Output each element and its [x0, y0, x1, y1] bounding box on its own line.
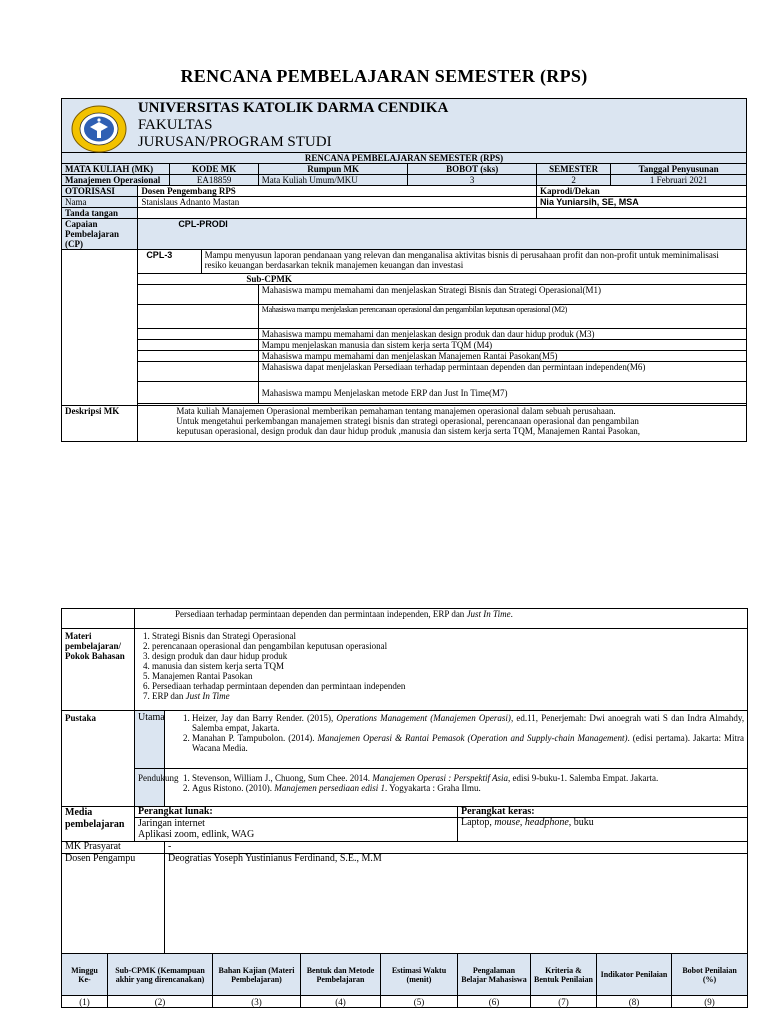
- col-subcpmk: Sub-CPMK (Kemampuan akhir yang direncanakan): [108, 954, 213, 996]
- col-bahan: Bahan Kajian (Materi Pembelajaran): [213, 954, 301, 996]
- col-rumpun: Rumpun MK: [258, 164, 408, 175]
- deskripsi-line: Untuk mengetahui perkembangan manajemen strategi bisnis dan strategi operasional, perencanaan operasional dan pengambilan: [176, 416, 639, 426]
- materi-item: 5. Manajemen Rantai Pasokan: [152, 671, 744, 681]
- materi-list: [135, 629, 748, 711]
- col-num: (6): [458, 996, 531, 1008]
- pustaka-item: 2. Manahan P. Tampubolon. (2014). Manajemen Operasi & Rantai Pemasok (Operation and Supply-chain Management). (edisi pertama). Jakarta: Mitra Wacana Media.: [192, 733, 744, 753]
- lunak-label: Perangkat lunak:: [135, 807, 458, 818]
- media-label: Media pembelajaran: [62, 807, 135, 842]
- dosen-label: Dosen Pengembang RPS: [138, 186, 537, 197]
- materi-label: Materi pembelajaran/ Pokok Bahasan: [62, 629, 135, 711]
- col-semester: SEMESTER: [536, 164, 610, 175]
- cp-left-blank: [62, 250, 138, 406]
- subcpmk-item: Mahasiswa mampu memahami dan menjelaskan Strategi Bisnis dan Strategi Operasional(M1): [258, 285, 746, 305]
- lunak-item: Aplikasi zoom, edlink, WAG: [138, 829, 255, 840]
- dosen-signature: [138, 208, 537, 219]
- prasyarat-label: MK Prasyarat: [62, 842, 165, 854]
- subcpmk-item: Mampu menjelaskan manusia dan sistem kerja serta TQM (M4): [258, 340, 746, 351]
- col-tanggal: Tanggal Penyusunan: [611, 164, 747, 175]
- keras-label: Perangkat keras:: [458, 807, 748, 818]
- deskripsi-line: Mata kuliah Manajemen Operasional memberikan pemahaman tentang manajemen operasional dalam sebuah perusahaan.: [176, 406, 616, 416]
- materi-item: 4. manusia dan sistem kerja serta TQM: [152, 661, 744, 671]
- pengampu-value: Deogratias Yoseph Yustinianus Ferdinand, S.E., M.M: [165, 854, 748, 954]
- col-pengalaman: Pengalaman Belajar Mahasiswa: [458, 954, 531, 996]
- rumpun-value: Mata Kuliah Umum/MKU: [258, 175, 408, 186]
- prasyarat-value: -: [165, 842, 748, 854]
- tanggal-value: 1 Februari 2021: [611, 175, 747, 186]
- deskripsi-line: keputusan operasional, design produk dan daur hidup produk ,manusia dan sistem kerja serta TQM, Manajemen Rantai Pasokan,: [176, 426, 641, 436]
- utama-label: Utama: [135, 711, 165, 769]
- col-minggu: Minggu Ke-: [62, 954, 108, 996]
- col-bobot: BOBOT (sks): [408, 164, 537, 175]
- subcpmk-item: Mahasiswa mampu memahami dan menjelaskan Manajemen Rantai Pasokan(M5): [258, 351, 746, 362]
- col-num: (8): [597, 996, 672, 1008]
- keras-value: Laptop, mouse, headphone, buku: [458, 818, 748, 842]
- col-num: (5): [381, 996, 458, 1008]
- pustaka-label: Pustaka: [62, 711, 135, 807]
- kaprodi-signature: [536, 208, 746, 219]
- bobot-value: 3: [408, 175, 537, 186]
- col-indikator: Indikator Penilaian: [597, 954, 672, 996]
- ttd-label: Tanda tangan: [62, 208, 138, 219]
- col-kriteria: Kriteria & Bentuk Penilaian: [531, 954, 597, 996]
- university-logo: [70, 105, 128, 153]
- pengampu-label: Dosen Pengampu: [62, 854, 165, 954]
- otorisasi-label: OTORISASI: [62, 186, 138, 197]
- col-num: (9): [672, 996, 748, 1008]
- semester-value: 2: [536, 175, 610, 186]
- col-num: (2): [108, 996, 213, 1008]
- subcpmk-label: Sub-CPMK: [138, 274, 747, 285]
- section-title: RENCANA PEMBELAJARAN SEMESTER (RPS): [62, 153, 747, 164]
- university-name: UNIVERSITAS KATOLIK DARMA CENDIKA: [137, 100, 449, 116]
- faculty-label: FAKULTAS: [137, 117, 213, 133]
- rps-continued-table: [61, 608, 748, 1008]
- col-mk: MATA KULIAH (MK): [62, 164, 170, 175]
- materi-item: 3. design produk dan daur hidup produk: [152, 651, 744, 661]
- materi-item: 6. Persediaan terhadap permintaan dependen dan permintaan independen: [152, 681, 744, 691]
- rps-main-table: [61, 98, 747, 442]
- col-bobot-penilaian: Bobot Penilaian (%): [672, 954, 748, 996]
- kode-value: EA18859: [170, 175, 258, 186]
- mk-value: Manajemen Operasional: [62, 175, 170, 186]
- col-bentuk: Bentuk dan Metode Pembelajaran: [301, 954, 381, 996]
- subcpmk-item: Mahasiswa mampu menjelaskan perencanaan operasional dan pengambilan keputusan operasional (M2): [258, 305, 746, 329]
- kaprodi-label: Kaprodi/Dekan: [536, 186, 746, 197]
- cpl-prodi-label: CPL-PRODI: [138, 219, 747, 250]
- col-num: (1): [62, 996, 108, 1008]
- col-kode: KODE MK: [170, 164, 258, 175]
- cpl3-label: CPL-3: [138, 250, 201, 274]
- materi-item: 7. ERP dan Just In Time: [152, 691, 744, 701]
- col-num: (7): [531, 996, 597, 1008]
- program-label: JURUSAN/PROGRAM STUDI: [137, 134, 332, 150]
- pustaka-item: 1. Stevenson, William J., Chuong, Sum Chee. 2014. Manajemen Operasi : Perspektif Asia, edisi 9-buku-1. Salemba Empat. Jakarta.: [192, 773, 744, 783]
- col-num: (3): [213, 996, 301, 1008]
- page-title: RENCANA PEMBELAJARAN SEMESTER (RPS): [180, 66, 588, 86]
- cpl3-text: Mampu menyusun laporan pendanaan yang relevan dan menganalisa aktivitas bisnis di perusahaan profit dan non-profit untuk meminimalisasi resiko keuangan berdasarkan teknik manajemen keuangan dan investasi: [201, 250, 746, 274]
- pustaka-item: 2. Agus Ristono. (2010). Manajemen persediaan edisi 1. Yogyakarta : Graha Ilmu.: [192, 783, 744, 793]
- lunak-item: Jaringan internet: [138, 818, 205, 829]
- dosen-name: Stanislaus Adnanto Mastan: [138, 197, 537, 208]
- pustaka-pendukung: [165, 769, 748, 807]
- deskripsi-label: Deskripsi MK: [62, 406, 138, 442]
- deskripsi-continued: Persediaan terhadap permintaan dependen dan permintaan independen, ERP dan Just In Time.: [135, 609, 748, 629]
- nama-label: Nama: [62, 197, 138, 208]
- pustaka-item: 1. Heizer, Jay dan Barry Render. (2015), Operations Management (Manajemen Operasi), ed.11, Penerjemah: Dwi anoegrah wati S dan Indra Almahdy, Salemba empat, Jakarta.: [192, 713, 744, 733]
- col-num: (4): [301, 996, 381, 1008]
- subcpmk-item: Mahasiswa dapat menjelaskan Persediaan terhadap permintaan dependen dan permintaan independen(M6): [258, 362, 746, 382]
- pustaka-utama: [165, 711, 748, 769]
- subcpmk-item: Mahasiswa mampu Menjelaskan metode ERP dan Just In Time(M7): [258, 382, 746, 404]
- pendukung-label: Pendukung: [135, 769, 165, 807]
- materi-item: 2. perencanaan operasional dan pengambilan keputusan operasional: [152, 641, 744, 651]
- kaprodi-name: Nia Yuniarsih, SE, MSA: [536, 197, 746, 208]
- subcpmk-item: Mahasiswa mampu memahami dan menjelaskan design produk dan daur hidup produk (M3): [258, 329, 746, 340]
- col-estimasi: Estimasi Waktu (menit): [381, 954, 458, 996]
- materi-item: 1. Strategi Bisnis dan Strategi Operasional: [152, 631, 744, 641]
- cp-label: Capaian Pembelajaran (CP): [62, 219, 138, 250]
